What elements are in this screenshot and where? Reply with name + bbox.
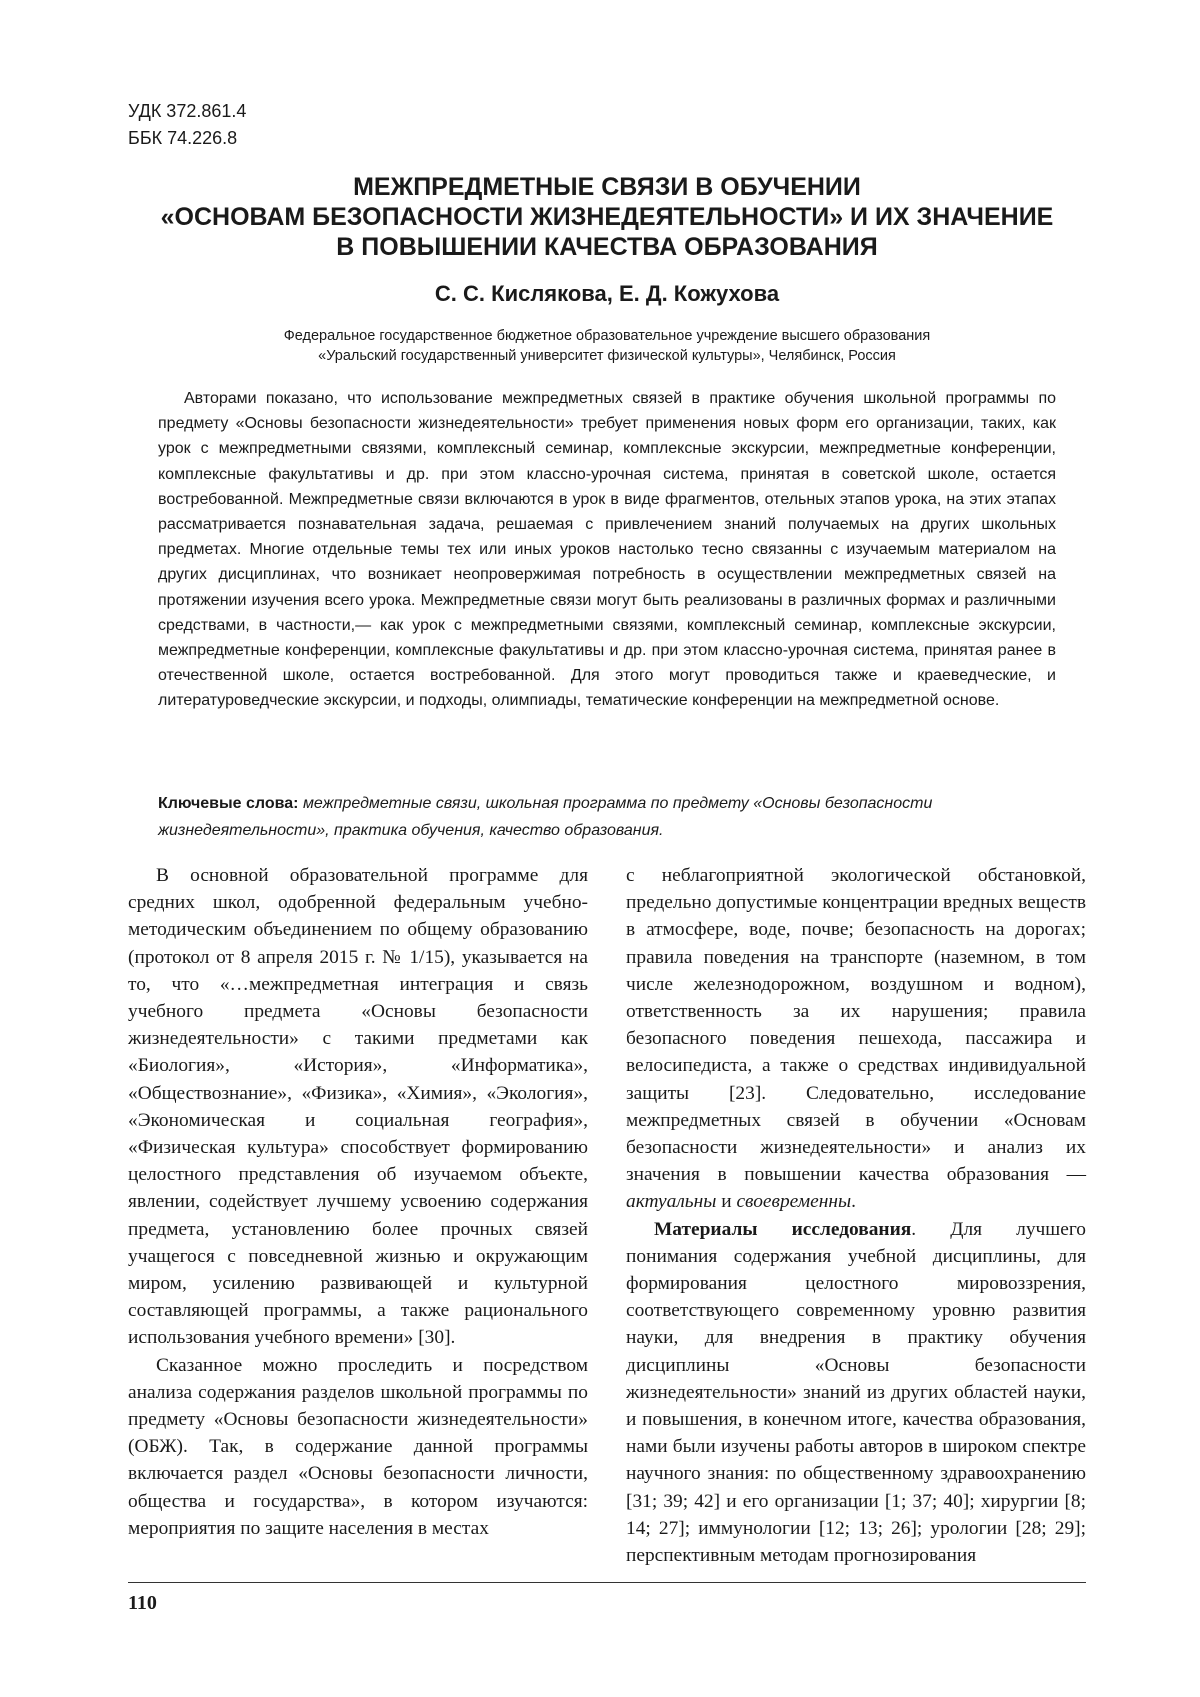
journal-page bbox=[128, 0, 1086, 1697]
paragraph-text: и bbox=[716, 1191, 737, 1213]
footer-divider bbox=[128, 1582, 1086, 1583]
title-line: В ПОВЫШЕНИИ КАЧЕСТВА ОБРАЗОВАНИЯ bbox=[336, 233, 878, 261]
udk-code: УДК 372.861.4 bbox=[128, 101, 247, 121]
title-line: МЕЖПРЕДМЕТНЫЕ СВЯЗИ В ОБУЧЕНИИ bbox=[353, 173, 861, 201]
abstract: Авторами показано, что использование межпредметных связей в практике обучения школьной программы по предмету «Основы безопасности жизнедеятельности» требует применения новых форм его организации, таких, как урок с межпредметными связями, комплексный семинар, комплексные экскурсии, межпредметные конференции, комплексные факультативы и др. при этом классно-урочная система, принятая в советской школе, остается востребованной. Межпредметные связи включаются в урок в виде фрагментов, отельных этапов урока, на этих этапах рассматривается познавательная задача, решаемая с привлечением знаний получаемых на других школьных предметах. Многие отдельные темы тех или иных уроков настолько тесно связанны с изучаемым материалом на других дисциплинах, что возникает неопровержимая потребность в осуществлении межпредметных связей на протяжении изучения всего урока. Межпредметные связи могут быть реализованы в различных формах и различными средствами, в частности,— как урок с межпредметными связями, комплексный семинар, комплексные экскурсии, межпредметные конференции, комплексные факультативы и др. при этом классно-урочная система, принятая ранее в отечественной школе, остается востребованной. Для этого могут проводиться также и краеведческие, и литературоведческие экскурсии, и подходы, олимпиады, тематические конференции на межпредметной основе. bbox=[158, 390, 1056, 710]
paragraph bbox=[626, 862, 1086, 1216]
paragraph bbox=[626, 1216, 1086, 1570]
affiliation-line: «Уральский государственный университет физической культуры», Челябинск, Россия bbox=[318, 348, 896, 364]
page-number: 110 bbox=[128, 1592, 157, 1614]
paragraph-text: . Для лучшего понимания содержания учебной дисциплины, для формирования целостного мировоззрения, соответствующего современному уровню развития науки, для внедрения в практику обучения дисциплины «Основы безопасности жизнедеятельности» знаний из других областей науки, и повышения, в конечном итоге, качества образования, нами были изучены работы авторов в широком спектре научного знания: по общественному здравоохранению [31; 39; 42] и его организации [1; 37; 40]; хирургии [8; 14; 27]; иммунологии [12; 13; 26]; урологии [28; 29]; перспективным методам прогнозирования bbox=[626, 1218, 1086, 1567]
body-column-right bbox=[626, 862, 1086, 1569]
bbk-code: ББК 74.226.8 bbox=[128, 128, 238, 148]
affiliation-line: Федеральное государственное бюджетное образовательное учреждение высшего образования bbox=[283, 328, 931, 344]
keywords bbox=[158, 790, 1056, 844]
paragraph: В основной образовательной программе для средних школ, одобренной федеральным учебно-методическим объединением по общему образованию (протокол от 8 апреля 2015 г. № 1/15), указывается на то, что «…межпредметная интеграция и связь учебного предмета «Основы безопасности жизнедеятельности» с такими предметами как «Биология», «История», «Информатика», «Обществознание», «Физика», «Химия», «Экология», «Экономическая и социальная география», «Физическая культура» способствует формированию целостного представления об изучаемом объекте, явлении, содействует лучшему усвоению содержания предмета, установлению более прочных связей учащегося с повседневной жизнью и окружающим миром, усилению развивающей и культурной составляющей программы, а также рационального использования учебного времени» [30]. bbox=[128, 865, 588, 1349]
emphasis-text: актуальны bbox=[626, 1191, 717, 1213]
title-line: «ОСНОВАМ БЕЗОПАСНОСТИ ЖИЗНЕДЕЯТЕЛЬНОСТИ» И ИХ ЗНАЧЕНИЕ bbox=[160, 203, 1054, 231]
classification-codes bbox=[128, 98, 246, 152]
paragraph-text: с неблагоприятной экологической обстановкой, предельно допустимые концентрации вредных веществ в атмосфере, воде, почве; безопасность на дорогах; правила поведения на транспорте (наземном, в том числе железнодорожном, воздушном и водном), ответственность за их нарушения; правила безопасного поведения пешехода, пассажира и велосипедиста, а также о средствах индивидуальной защиты [23]. Следовательно, исследование межпредметных связей в обучении «Основам безопасности жизнедеятельности» и анализ их значения в повышении качества образования — bbox=[626, 865, 1086, 1186]
affiliation bbox=[128, 326, 1086, 366]
emphasis-text: своевременны bbox=[736, 1191, 852, 1213]
paragraph-text: . bbox=[851, 1191, 856, 1213]
section-heading: Материалы исследования bbox=[654, 1218, 912, 1240]
keywords-label: Ключевые слова: bbox=[158, 795, 299, 812]
keywords-text: межпредметные связи, школьная программа по предмету «Основы безопасности жизнедеятельности», практика обучения, качество образования. bbox=[158, 795, 933, 839]
body-column-left bbox=[128, 862, 588, 1542]
authors: С. С. Кислякова, Е. Д. Кожухова bbox=[434, 281, 780, 306]
paragraph: Сказанное можно проследить и посредством анализа содержания разделов школьной программы по предмету «Основы безопасности жизнедеятельности» (ОБЖ). Так, в содержание данной программы включается раздел «Основы безопасности личности, общества и государства», в котором изучаются: мероприятия по защите населения в местах bbox=[128, 1354, 588, 1539]
article-title bbox=[128, 172, 1086, 262]
